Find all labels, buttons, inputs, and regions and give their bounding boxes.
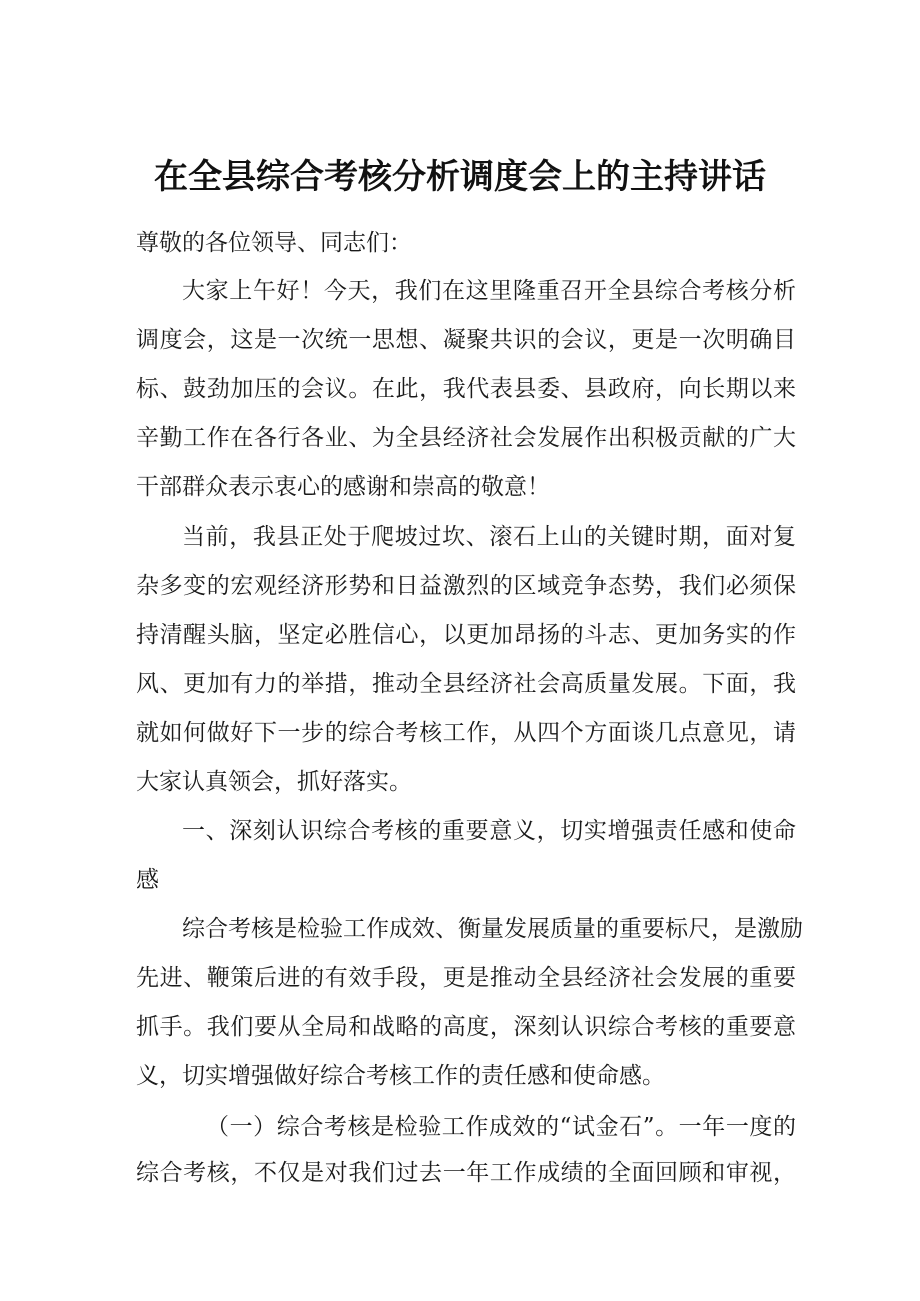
text-line-19: 综合考核，不仅是对我们过去一年工作成绩的全面回顾和审视， [136,1160,796,1186]
text-line-8: 持清醒头脑，坚定必胜信心，以更加昂扬的斗志、更加务实的作 [136,622,796,648]
text-line-16: 抓手。我们要从全局和战略的高度，深刻认识综合考核的重要意 [136,1014,796,1040]
subsection-heading-1: （一）综合考核是检验工作成效的“试金石”。一年一度的 [206,1114,796,1140]
text-line-15: 先进、鞭策后进的有效手段，更是推动全县经济社会发展的重要 [136,965,796,991]
salutation: 尊敬的各位领导、同志们： [136,230,412,256]
text-line-1: 大家上午好！今天，我们在这里隆重召开全县综合考核分析 [182,278,796,304]
section-heading-1-cont: 感 [136,867,159,893]
text-line-17: 义，切实增强做好综合考核工作的责任感和使命感。 [136,1063,665,1089]
text-line-3: 标、鼓劲加压的会议。在此，我代表县委、县政府，向长期以来 [136,376,796,402]
text-line-7: 杂多变的宏观经济形势和日益激烈的区域竞争态势，我们必须保 [136,573,796,599]
text-line-4: 辛勤工作在各行各业、为全县经济社会发展作出积极贡献的广大 [136,425,796,451]
text-line-9: 风、更加有力的举措，推动全县经济社会高质量发展。下面，我 [136,671,796,697]
section-heading-1: 一、深刻认识综合考核的重要意义，切实增强责任感和使命 [182,818,796,844]
text-line-2: 调度会，这是一次统一思想、凝聚共识的会议，更是一次明确目 [136,327,796,353]
text-line-10: 就如何做好下一步的综合考核工作，从四个方面谈几点意见，请 [136,720,796,746]
text-line-14: 综合考核是检验工作成效、衡量发展质量的重要标尺，是激励 [182,916,803,942]
text-line-5: 干部群众表示衷心的感谢和崇高的敬意！ [136,474,550,500]
text-line-11: 大家认真领会，抓好落实。 [136,769,412,795]
text-line-6: 当前，我县正处于爬坡过坎、滚石上山的关键时期，面对复 [182,524,796,550]
document-title: 在全县综合考核分析调度会上的主持讲话 [154,157,766,197]
